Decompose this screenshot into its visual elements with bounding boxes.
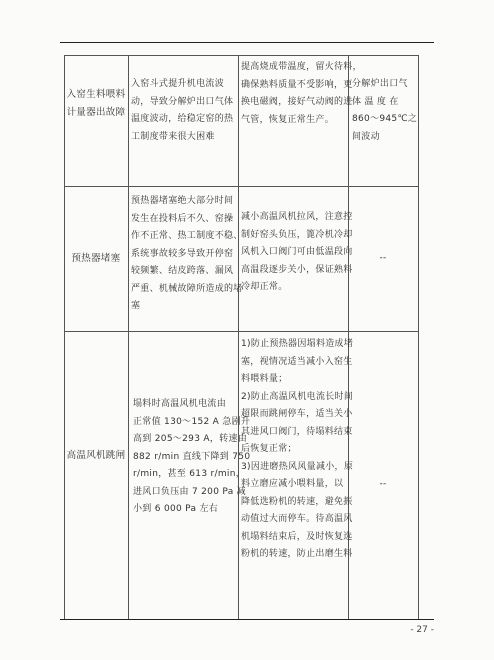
text-line: -- — [379, 252, 387, 263]
text-line: 料立磨应减小喂料量，以 — [241, 479, 344, 489]
text-line: 入窑斗式提升机电流波 — [131, 79, 225, 89]
text-line: 入窑生料喂料 — [66, 89, 126, 100]
text-line: 计量器出故障 — [66, 106, 126, 118]
text-line: 气管，恢复正常生产。 — [241, 114, 335, 125]
text-line: 高温段逐步关小，保证熟料 — [241, 264, 353, 275]
text-line: 预热器堵塞绝大部分时间 — [131, 196, 234, 206]
text-line: 小到 6 000 Pa 左右 — [133, 504, 219, 514]
text-line: 882 r/min 直线下降到 750 — [133, 451, 251, 462]
text-line: 换电磁阀，接好气动阀的进 — [241, 97, 353, 107]
text-line: -- — [379, 479, 387, 489]
text-line: 860～945℃之 — [352, 114, 418, 124]
fault-name — [64, 86, 128, 121]
text-line: 塞 — [131, 301, 141, 311]
text-line: 较频繁、结皮跨落、漏风 — [131, 266, 234, 276]
text-line: 其进风口阀门，待塌料结束 — [241, 426, 353, 437]
text-line: 温度波动，给稳定窑的热 — [131, 114, 234, 124]
fault-note — [348, 186, 418, 331]
column-divider — [128, 55, 129, 619]
fault-note — [348, 476, 418, 494]
text-line: 严重、机械故障所造成的堵 — [131, 283, 243, 294]
text-line: 粉机的转速，防止出磨生料 — [241, 549, 353, 559]
fault-action — [241, 336, 354, 564]
text-line: 风机入口阀门可由低温段向 — [241, 247, 353, 257]
page-number: - 27 - — [410, 625, 434, 635]
text-line: 机塌料结束后，及时恢复选 — [241, 531, 353, 542]
text-line: 降低选粉机的转速，避免振 — [241, 496, 353, 507]
text-line: 动值过大而停车。待高温风 — [241, 514, 353, 524]
table-left-border — [64, 55, 65, 619]
fault-name — [64, 447, 128, 465]
text-line: r/min，甚至 613 r/min， — [133, 469, 246, 479]
table-top-border — [64, 55, 418, 56]
fault-symptom — [131, 193, 243, 316]
text-line: 工制度带来很大困难 — [131, 131, 215, 142]
text-line: 1)防止预热器因塌料造成堵 — [241, 339, 354, 349]
fault-note — [352, 76, 416, 146]
fault-action — [241, 59, 362, 129]
fault-name — [64, 186, 128, 331]
text-line: 冷却正常。 — [241, 282, 288, 292]
table-right-border — [418, 55, 419, 619]
text-line: 制好窑头负压，篦冷机冷却 — [241, 229, 353, 240]
text-line: 塌料时高温风机电流由 — [133, 399, 227, 409]
text-line: 高温风机跳闸 — [66, 450, 126, 461]
text-line: 正常值 130～152 A 急剧升 — [133, 416, 251, 427]
text-line: 发生在投料后不久、窑操 — [131, 213, 234, 224]
text-line: 体 温 度 在 — [352, 96, 399, 107]
fault-symptom — [131, 76, 237, 146]
fault-action — [241, 209, 353, 297]
text-line: 2)防止高温风机电流长时间 — [241, 391, 354, 402]
text-line: 后恢复正常； — [241, 444, 297, 454]
text-line: 作不正常、热工制度不稳、 — [131, 231, 243, 241]
text-line: 减小高温风机拉风，注意控 — [241, 212, 353, 222]
text-line: 预热器堵塞 — [71, 252, 121, 264]
footer-rule — [60, 619, 434, 620]
text-line: 塞，视情况适当减小入窑生 — [241, 356, 353, 367]
text-line: 分解炉出口气 — [352, 79, 408, 89]
text-line: 系统事故较多导致开停窑 — [131, 248, 234, 259]
text-line: 间波动 — [352, 131, 380, 142]
fault-symptom — [133, 396, 251, 519]
row-divider — [64, 331, 418, 332]
text-line: 料喂料量； — [241, 374, 288, 384]
column-divider — [238, 55, 239, 619]
text-line: 进风口负压由 7 200 Pa 减 — [133, 486, 246, 497]
text-line: 3)因进磨热风风量减小，原 — [241, 461, 354, 472]
text-line: 确保熟料质量不受影响，更 — [241, 79, 353, 90]
text-line: 动，导致分解炉出口气体 — [131, 96, 234, 107]
text-line: 提高烧成带温度，留火待料， — [241, 62, 362, 72]
text-line: 超限而跳闸停车，适当关小 — [241, 409, 353, 419]
text-line: 高到 205～293 A，转速由 — [133, 434, 248, 444]
